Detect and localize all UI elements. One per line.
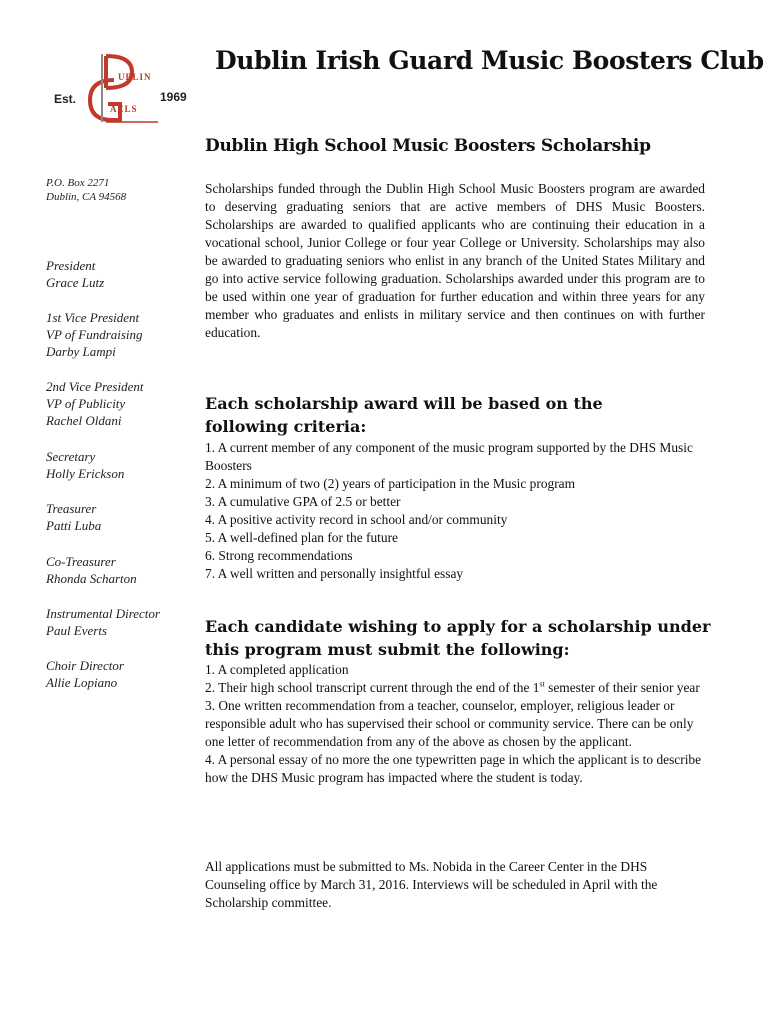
officer-role: VP of Publicity [46, 396, 126, 411]
officer-name: Allie Lopiano [46, 675, 118, 690]
mailing-address [46, 176, 126, 204]
officer-name: Patti Luba [46, 518, 102, 533]
officer-name: Grace Lutz [46, 275, 105, 290]
officer-name: Holly Erickson [46, 466, 125, 481]
submission-heading: Each candidate wishing to apply for a scholarship under this program must submit the following: [205, 617, 711, 659]
officer-first-vice-president [46, 309, 143, 360]
club-title: Dublin Irish Guard Music Boosters Club [215, 46, 764, 75]
criteria-list [205, 439, 705, 583]
logo-word-dublin: UBLIN [118, 72, 152, 82]
officer-name: Darby Lampi [46, 344, 116, 359]
criteria-heading: Each scholarship award will be based on the following criteria: [205, 394, 603, 436]
officer-name: Paul Everts [46, 623, 108, 638]
officer-second-vice-president [46, 378, 143, 429]
list-item: 3. One written recommendation from a teacher, counselor, employer, religious leader or responsible adult who has supervised their school or community service. There can be only one letter of recommendation from any of the above as chosen by the applicant. [205, 698, 694, 749]
officer-role: 1st Vice President [46, 310, 140, 325]
logo-year-label: 1969 [160, 90, 187, 104]
officer-president [46, 257, 104, 291]
ordinal-suffix: st [539, 679, 545, 689]
logo-est-label: Est. [54, 92, 77, 106]
officer-name: Rhonda Scharton [46, 571, 137, 586]
item-text: 2. Their high school transcript current through the end of the 1 [205, 680, 540, 695]
list-item: 4. A personal essay of no more the one typewritten page in which the applicant is to describe how the DHS Music program has impacted where the student is today. [205, 752, 702, 785]
list-item: 1. A completed application [205, 662, 349, 677]
officer-role: VP of Fundraising [46, 327, 143, 342]
officer-co-treasurer [46, 553, 137, 587]
officer-role: Secretary [46, 449, 96, 464]
list-item: 4. A positive activity record in school and/or community [205, 512, 508, 527]
officer-role: President [46, 258, 96, 273]
scholarship-heading: Dublin High School Music Boosters Scholarship [205, 136, 651, 156]
officer-role: Choir Director [46, 658, 124, 673]
list-item: 7. A well written and personally insightful essay [205, 566, 464, 581]
closing-paragraph: All applications must be submitted to Ms. Nobida in the Career Center in the DHS Counseling office by March 31, 2016. Interviews will be scheduled in April with the Scholarship committee. [205, 859, 658, 910]
submission-list [205, 661, 705, 787]
list-item: 2. A minimum of two (2) years of participation in the Music program [205, 476, 576, 491]
list-item: 1. A current member of any component of the music program supported by the DHS Music Boosters [205, 440, 693, 473]
list-item: 6. Strong recommendations [205, 548, 353, 563]
officer-role: Co-Treasurer [46, 554, 116, 569]
list-item: 3. A cumulative GPA of 2.5 or better [205, 494, 401, 509]
address-line: Dublin, CA 94568 [46, 191, 127, 203]
club-logo [48, 52, 198, 124]
logo-word-gaels: AELS [110, 104, 138, 114]
list-item [205, 679, 705, 697]
officer-choir-director [46, 657, 124, 691]
officer-treasurer [46, 500, 101, 534]
officer-role: 2nd Vice President [46, 379, 144, 394]
officer-instrumental-director [46, 605, 160, 639]
officer-role: Instrumental Director [46, 606, 160, 621]
officer-role: Treasurer [46, 501, 97, 516]
list-item: 5. A well-defined plan for the future [205, 530, 398, 545]
intro-paragraph: Scholarships funded through the Dublin High School Music Boosters program are awarded to deserving graduating seniors that are active members of DHS Music Boosters. Scholarships are awarded to qualified applicants who are continuing their education in a vocational school, Junior College or four year College or University. Scholarships may also be awarded to graduating seniors who enlist in any branch of the United States Military and go into active service following graduation. Scholarships awarded under this program are to be used within one year of graduation for further education and within three years for any member who graduates and enlists in military service and then continues on with further education. [205, 181, 705, 340]
item-text: semester of their senior year [544, 680, 700, 695]
officer-secretary [46, 448, 124, 482]
officer-name: Rachel Oldani [46, 413, 122, 428]
address-line: P.O. Box 2271 [46, 177, 110, 189]
